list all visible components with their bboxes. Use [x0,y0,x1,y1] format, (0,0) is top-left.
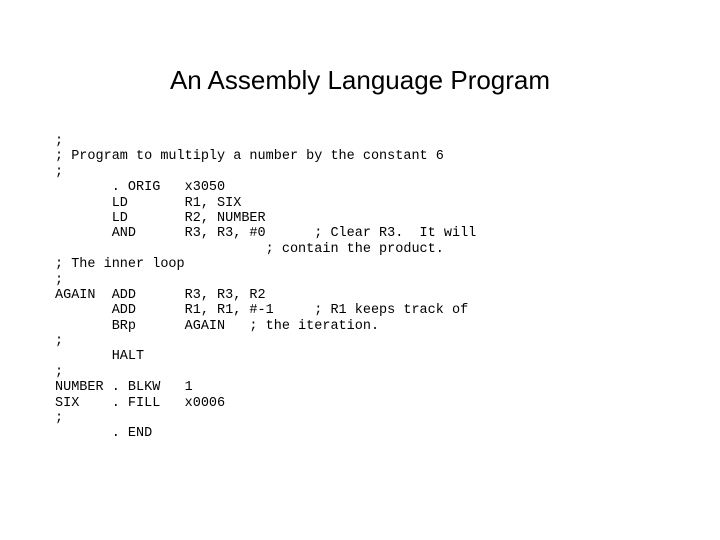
code-line: . END [55,426,153,442]
code-line: ; The inner loop [55,257,185,273]
code-line: LD R1, SIX [55,195,242,211]
code-line: NUMBER . BLKW 1 [55,380,193,396]
code-line: HALT [55,349,145,365]
code-line: ; Program to multiply a number by the constant 6 [55,149,444,165]
code-listing [55,134,476,442]
code-line: ; [55,364,64,380]
code-line: ADD R1, R1, #-1 ; R1 keeps track of [55,303,469,319]
code-line: ; [55,272,64,288]
code-line: ; [55,164,64,180]
code-line: ; contain the product. [55,241,444,257]
code-line: BRp AGAIN ; the iteration. [55,318,380,334]
code-line: AGAIN ADD R3, R3, R2 [55,287,266,303]
slide-title: An Assembly Language Program [169,65,551,95]
code-line: ; [55,411,64,427]
code-line: LD R2, NUMBER [55,210,266,226]
code-line: SIX . FILL x0006 [55,395,226,411]
code-line: AND R3, R3, #0 ; Clear R3. It will [55,226,477,242]
code-line: ; [55,134,64,149]
code-line: . ORIG x3050 [55,180,226,196]
code-line: ; [55,334,64,350]
